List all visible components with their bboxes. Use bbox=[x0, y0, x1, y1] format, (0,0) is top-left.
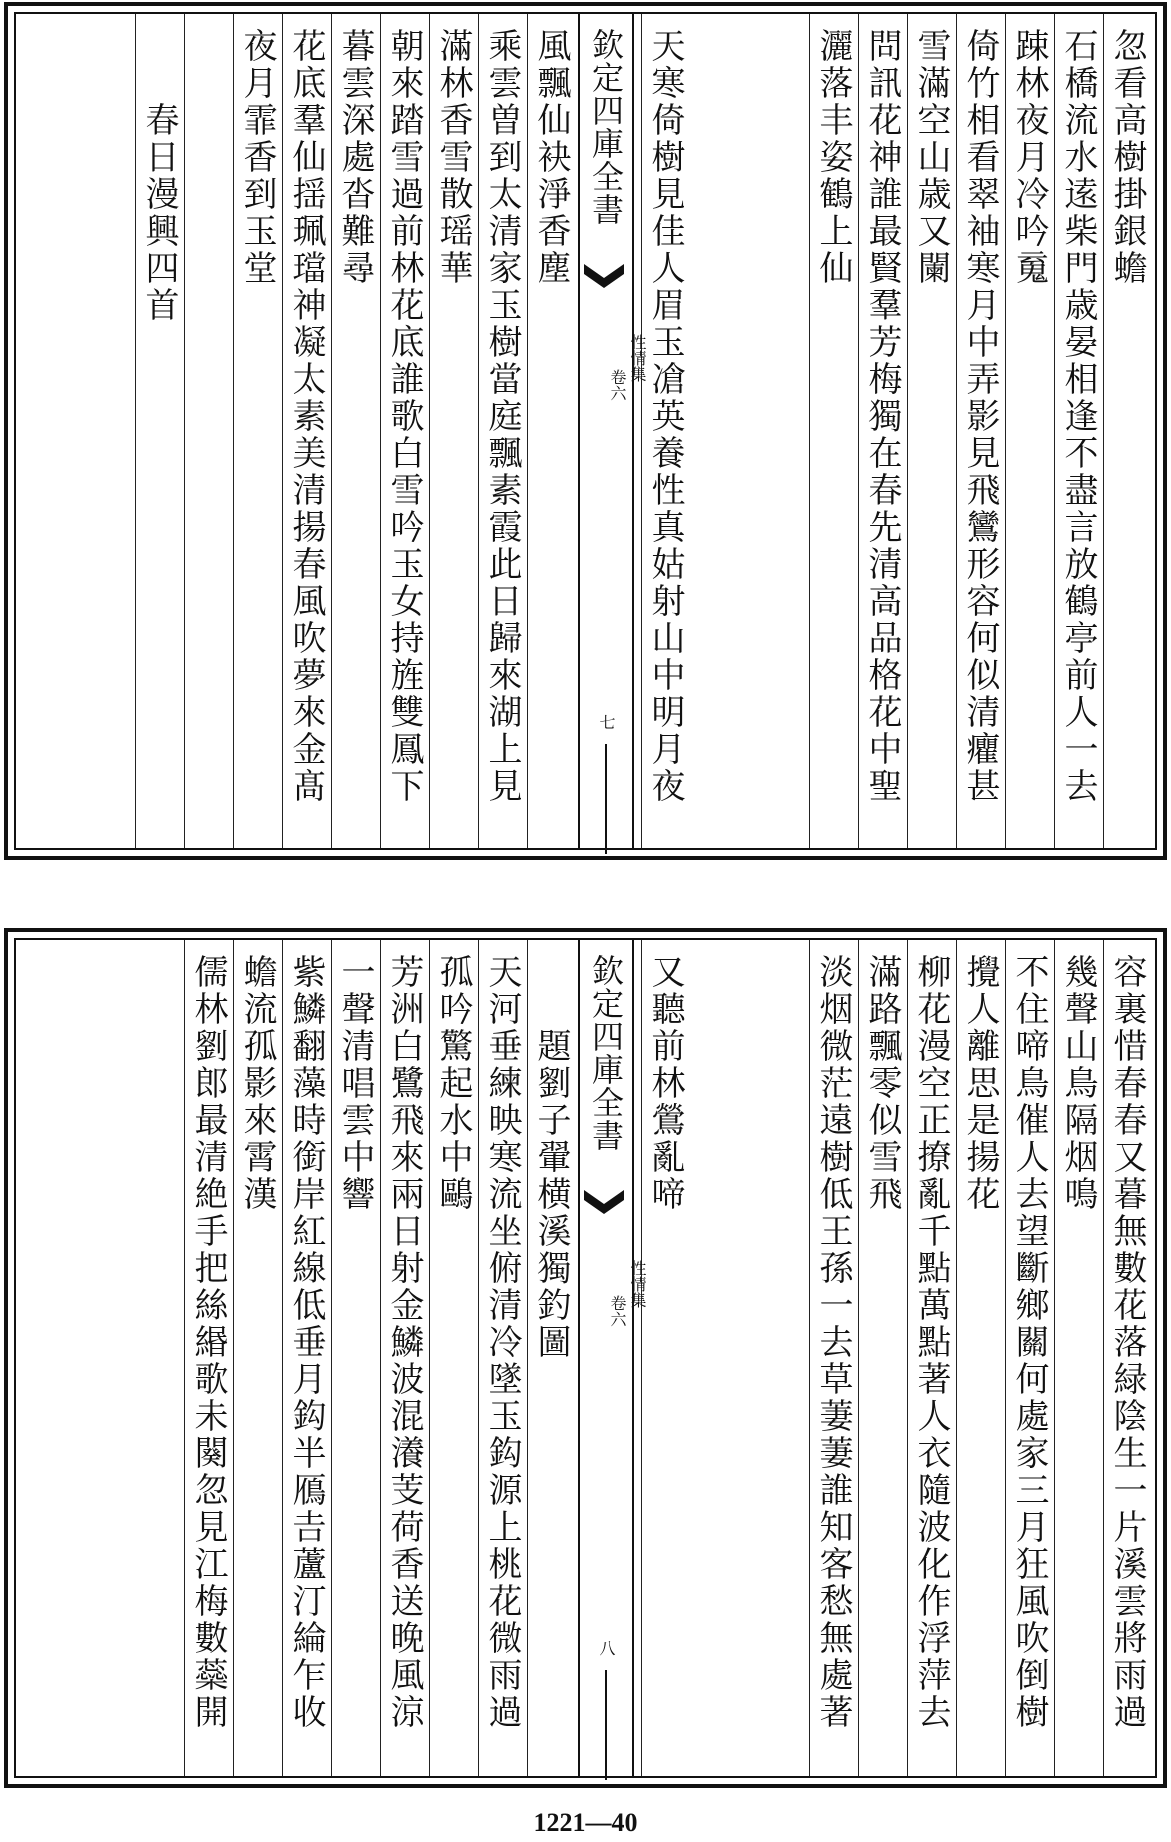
upper-center-spine bbox=[578, 14, 647, 848]
lower-column-11-text: 孤吟驚起水中鷗 bbox=[433, 954, 473, 1213]
lower-spine-juan: 卷六 bbox=[608, 1295, 627, 1327]
lower-column-3-text: 不住啼鳥催人去望斷鄉關何處家三月狂風吹倒樹 bbox=[1009, 954, 1049, 1731]
upper-column-15-text: 夜月霏香到玉堂 bbox=[237, 28, 277, 287]
lower-column-12 bbox=[380, 940, 426, 1776]
upper-column-17-text: 春日漫興四首 bbox=[139, 102, 179, 324]
lower-column-15 bbox=[233, 940, 279, 1776]
lower-column-4 bbox=[956, 940, 1002, 1776]
lower-column-14 bbox=[282, 940, 328, 1776]
lower-column-5-text: 柳花漫空正撩亂千點萬點著人衣隨波化作浮萍去 bbox=[911, 954, 951, 1731]
lower-column-12-text: 芳洲白鷺飛來兩日射金鱗波混瀁芰荷香送晚風涼 bbox=[384, 954, 424, 1731]
lower-column-9-text: 題劉子翬横溪獨釣圖 bbox=[531, 1028, 571, 1361]
lower-column-16-text: 儒林劉郎最清絶手把絲緡歌未闋忽見江梅數蘂開 bbox=[188, 954, 228, 1731]
upper-column-9 bbox=[527, 14, 573, 848]
lower-column-2-text: 幾聲山鳥隔烟鳴 bbox=[1058, 954, 1098, 1213]
upper-column-14 bbox=[282, 14, 328, 848]
upper-column-15 bbox=[233, 14, 279, 848]
upper-column-1 bbox=[1103, 14, 1149, 848]
lower-page-frame bbox=[14, 938, 1157, 1778]
lower-column-6 bbox=[858, 940, 904, 1776]
lower-column-5 bbox=[907, 940, 953, 1776]
lower-spine-page-number: 八 bbox=[597, 1640, 616, 1656]
upper-page-frame bbox=[14, 12, 1157, 850]
lower-column-14-text: 紫鱗翻藻時銜岸紅線低垂月鈎半鴈𠮷蘆汀綸乍收 bbox=[286, 954, 326, 1731]
lower-column-8 bbox=[641, 940, 687, 1776]
lower-column-2 bbox=[1054, 940, 1100, 1776]
lower-center-spine bbox=[578, 940, 647, 1776]
upper-column-16 bbox=[184, 14, 230, 848]
upper-spine-page-number: 七 bbox=[597, 714, 616, 730]
upper-column-2 bbox=[1054, 14, 1100, 848]
upper-column-11 bbox=[429, 14, 475, 848]
lower-column-9 bbox=[527, 940, 573, 1776]
upper-column-11-text: 滿林香雪散瑶華 bbox=[433, 28, 473, 287]
upper-column-6 bbox=[858, 14, 904, 848]
upper-column-17 bbox=[135, 14, 181, 848]
upper-spine-page-rule bbox=[605, 744, 607, 854]
lower-spine-title: 欽定四庫全書 bbox=[587, 954, 625, 1152]
page-footer-number: 1221—40 bbox=[533, 1808, 638, 1837]
upper-column-12 bbox=[380, 14, 426, 848]
fish-tail-ornament-icon bbox=[584, 264, 624, 288]
lower-column-10-text: 天河垂練映寒流坐俯清冷墜玉鈎源上桃花微雨過 bbox=[482, 954, 522, 1731]
lower-column-1 bbox=[1103, 940, 1149, 1776]
upper-column-4-text: 倚竹相看翠袖寒月中弄影見飛鸞形容何似清癯甚 bbox=[960, 28, 1000, 805]
upper-column-5-text: 雪滿空山歳又闌 bbox=[911, 28, 951, 287]
upper-column-8 bbox=[641, 14, 687, 848]
lower-spine-page-rule bbox=[605, 1670, 607, 1780]
lower-column-4-text: 攪人離思是揚花 bbox=[960, 954, 1000, 1213]
upper-column-3-text: 踈林夜月冷吟䰟 bbox=[1009, 28, 1049, 287]
upper-column-1-text: 忽看高樹掛銀蟾 bbox=[1107, 28, 1147, 287]
upper-column-6-text: 問訊花神誰最賢羣芳梅獨在春先清高品格花中聖 bbox=[862, 28, 902, 805]
lower-column-8-text: 又聽前林鶯亂啼 bbox=[645, 954, 685, 1213]
lower-column-13 bbox=[331, 940, 377, 1776]
lower-column-13-text: 一聲清唱雲中響 bbox=[335, 954, 375, 1213]
lower-column-16 bbox=[184, 940, 230, 1776]
upper-spine-book-title: 性情集 bbox=[628, 334, 647, 382]
lower-column-7 bbox=[809, 940, 855, 1776]
lower-spine-book-title: 性情集 bbox=[628, 1260, 647, 1308]
lower-column-15-text: 蟾流孤影來霄漢 bbox=[237, 954, 277, 1213]
lower-column-10 bbox=[478, 940, 524, 1776]
upper-column-4 bbox=[956, 14, 1002, 848]
upper-spine-juan: 卷六 bbox=[608, 369, 627, 401]
upper-spine-title: 欽定四庫全書 bbox=[587, 28, 625, 226]
upper-page bbox=[4, 2, 1167, 860]
upper-column-13 bbox=[331, 14, 377, 848]
lower-column-1-text: 容裏惜春春又暮無數花落緑陰生一片溪雲將雨過 bbox=[1107, 954, 1147, 1731]
upper-column-13-text: 暮雲深處沓難尋 bbox=[335, 28, 375, 287]
upper-column-3 bbox=[1005, 14, 1051, 848]
upper-column-14-text: 花底羣仙揺珮璫神凝太素美清揚春風吹夢來金髙 bbox=[286, 28, 326, 805]
upper-column-5 bbox=[907, 14, 953, 848]
fish-tail-ornament-icon bbox=[584, 1190, 624, 1214]
upper-column-2-text: 石橋流水逺柴門歳晏相逢不盡言放鶴亭前人一去 bbox=[1058, 28, 1098, 805]
upper-column-10 bbox=[478, 14, 524, 848]
lower-page bbox=[4, 928, 1167, 1788]
upper-column-12-text: 朝來踏雪過前林花底誰歌白雪吟玉女持旌雙鳳下 bbox=[384, 28, 424, 805]
upper-column-7-text: 灑落丰姿鶴上仙 bbox=[813, 28, 853, 287]
upper-column-9-text: 風飄仙袂淨香塵 bbox=[531, 28, 571, 287]
lower-column-3 bbox=[1005, 940, 1051, 1776]
lower-column-7-text: 淡烟微茫遠樹低王孫一去草萋萋誰知客愁無處著 bbox=[813, 954, 853, 1731]
upper-column-8-text: 天寒倚樹見佳人眉玉凔英養性真姑射山中明月夜 bbox=[645, 28, 685, 805]
lower-column-11 bbox=[429, 940, 475, 1776]
lower-column-6-text: 滿路飄零似雪飛 bbox=[862, 954, 902, 1213]
upper-column-7 bbox=[809, 14, 855, 848]
upper-column-10-text: 乘雲曽到太清家玉樹當庭飄素霞此日歸來湖上見 bbox=[482, 28, 522, 805]
